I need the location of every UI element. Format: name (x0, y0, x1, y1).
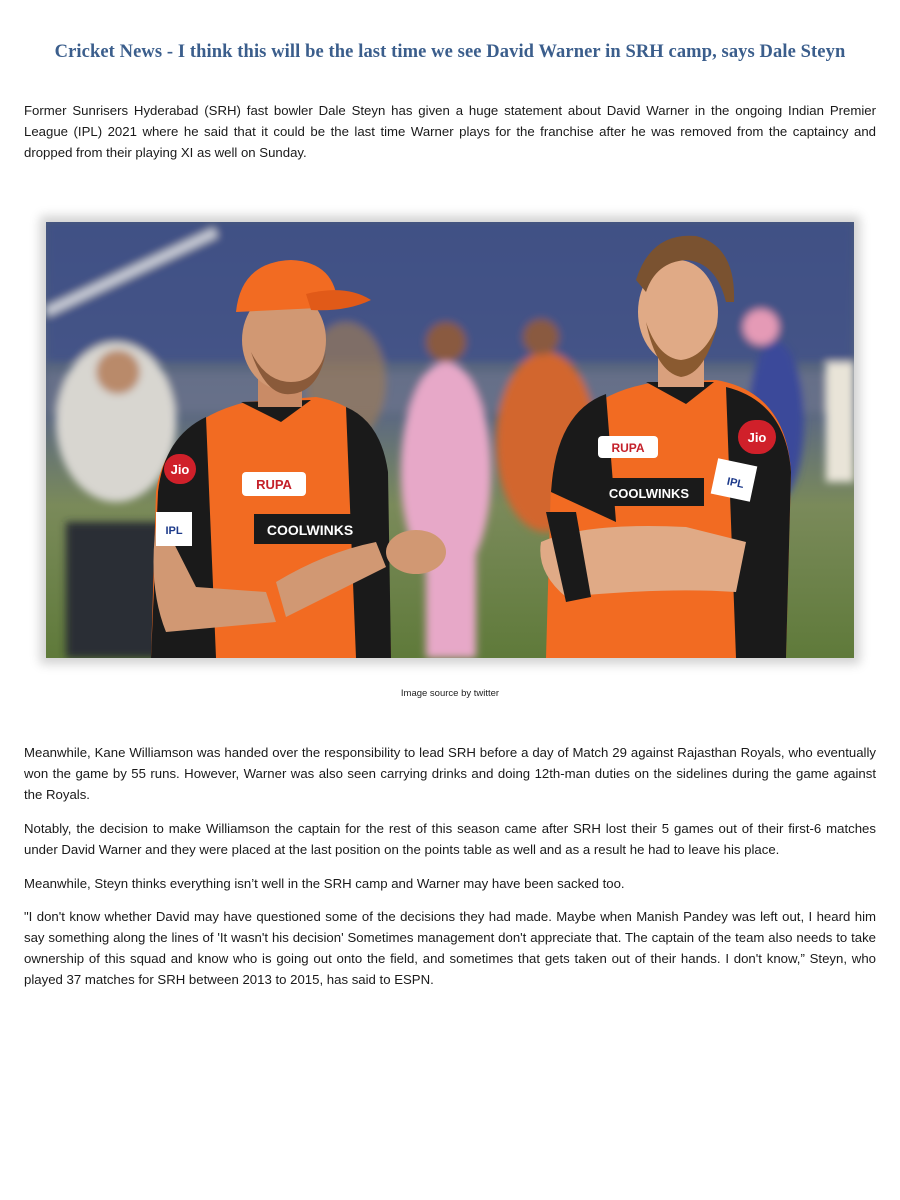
article-photo (46, 222, 854, 658)
body-paragraph: Notably, the decision to make Williamson the captain for the rest of this season came after SRH lost their 5 games out of their first-6 matches under David Warner and they were placed at the last position on the points table as well and as a result he had to leave his place. (24, 821, 876, 857)
rupa-logo-left: RUPA (256, 477, 292, 492)
article-title: Cricket News - I think this will be the last time we see David Warner in SRH camp, says Dale Steyn (54, 42, 846, 62)
ipl-logo-right: IPL (725, 475, 745, 491)
jio-logo-right: Jio (747, 430, 767, 445)
body-paragraph: Meanwhile, Kane Williamson was handed over the responsibility to lead SRH before a day of Match 29 against Rajasthan Royals, who eventually won the game by 55 runs. However, Warner was also seen carrying drinks and doing 12th-man duties on the sidelines during the game against the Royals. (24, 745, 876, 802)
ipl-logo-left: IPL (165, 525, 183, 537)
coolwinks-logo-right: COOLWINKS (608, 486, 690, 501)
rupa-logo-right: RUPA (611, 441, 645, 455)
body-paragraph: Meanwhile, Steyn thinks everything isn’t well in the SRH camp and Warner may have been sacked too. (24, 876, 625, 891)
intro-paragraph: Former Sunrisers Hyderabad (SRH) fast bowler Dale Steyn has given a huge statement about David Warner in the ongoing Indian Premier League (IPL) 2021 where he said that it could be the last time Warner plays for the franchise after he was removed from the captaincy and dropped from their playing XI as well on Sunday. (24, 103, 876, 160)
coolwinks-logo-left: COOLWINKS (266, 522, 354, 538)
image-caption: Image source by twitter (400, 688, 500, 699)
body-paragraph: "I don't know whether David may have questioned some of the decisions they had made. Maybe when Manish Pandey was left out, I heard him say something along the lines of 'It wasn't his decision' Sometimes management don't appreciate that. The captain of the team also needs to take ownership of this squad and know who is going out onto the field, and sometimes that gets taken out of their hands. I don't know,” Steyn, who played 37 matches for SRH between 2013 to 2015, has said to ESPN. (24, 909, 876, 987)
jio-logo-left: Jio (170, 462, 190, 477)
